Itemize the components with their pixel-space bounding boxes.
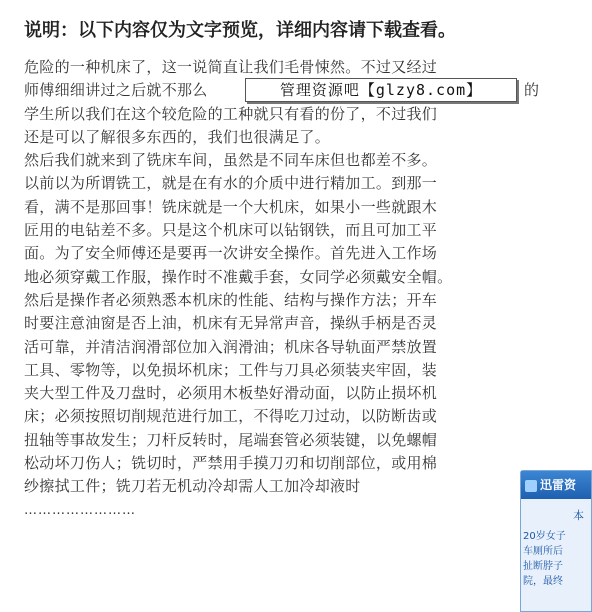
- text-line: 床；必须按照切削规范进行加工，不得吃刀过动，以防断齿或: [24, 407, 438, 426]
- text-line: 工具、零物等，以免损坏机床；工件与刀具必须装夹牢固，装: [24, 360, 438, 379]
- text-line: 匠用的电钻差不多。只是这个机床可以钻钢铁，而且可加工平: [24, 221, 438, 240]
- site-watermark: 管理资源吧【glzy8.com】: [245, 78, 517, 102]
- popup-title[interactable]: 本: [573, 509, 584, 522]
- text-line: 面。为了安全师傅还是要再一次讲安全操作。首先进入工作场: [24, 244, 438, 263]
- text-line: 以前以为所谓铣工，就是在有水的介质中进行精加工。到那一: [24, 174, 438, 193]
- text-line: 纱擦拭工件；铣刀若无机动冷却需人工加冷却液时: [24, 477, 361, 496]
- truncation-ellipsis: ……………………: [24, 502, 136, 518]
- popup-app-name: 迅雷资: [540, 478, 577, 492]
- text-line: 看，满不是那回事！铣床就是一个大机床，如果小一些就跟木: [24, 197, 438, 216]
- text-line: 师傅细细讲过之后就不那么 的: [24, 81, 540, 100]
- text-line: 地必须穿戴工作服，操作时不准戴手套，女同学必须戴安全帽。: [24, 267, 453, 286]
- text-line: 然后我们就来到了铣床车间，虽然是不同车床但也都差不多。: [24, 151, 438, 170]
- text-line: 活可靠，并清洁润滑部位加入润滑油；机床各导轨面严禁放置: [24, 337, 438, 356]
- thunder-logo-icon: [525, 480, 537, 492]
- news-popup[interactable]: [520, 470, 592, 612]
- text-line: 然后是操作者必须熟悉本机床的性能、结构与操作方法；开车: [24, 290, 438, 309]
- text-line: 学生所以我们在这个较危险的工种就只有看的份了，不过我们: [24, 104, 438, 123]
- text-line: 危险的一种机床了，这一说简直让我们毛骨悚然。不过又经过: [24, 58, 438, 76]
- popup-header[interactable]: [521, 471, 591, 499]
- preview-notice: 说明：以下内容仅为文字预览，详细内容请下载查看。: [24, 20, 456, 41]
- text-line: 夹大型工件及刀盘时，必须用木板垫好滑动面，以防止损坏机: [24, 384, 438, 403]
- popup-news-text[interactable]: 20岁女子 车厕所后 扯断脖子 院，最终: [523, 531, 566, 587]
- text-line: 还是可以了解很多东西的，我们也很满足了。: [24, 127, 331, 146]
- text-line: 扭轴等事故发生；刀杆反转时，尾端套管必须装键，以免螺帽: [24, 430, 438, 449]
- text-line: 松动坏刀伤人；铣切时，严禁用手摸刀刃和切削部位，或用棉: [24, 454, 438, 473]
- text-line: 时要注意油窗是否上油，机床有无异常声音，操纵手柄是否灵: [24, 314, 438, 333]
- document-body: [24, 56, 540, 522]
